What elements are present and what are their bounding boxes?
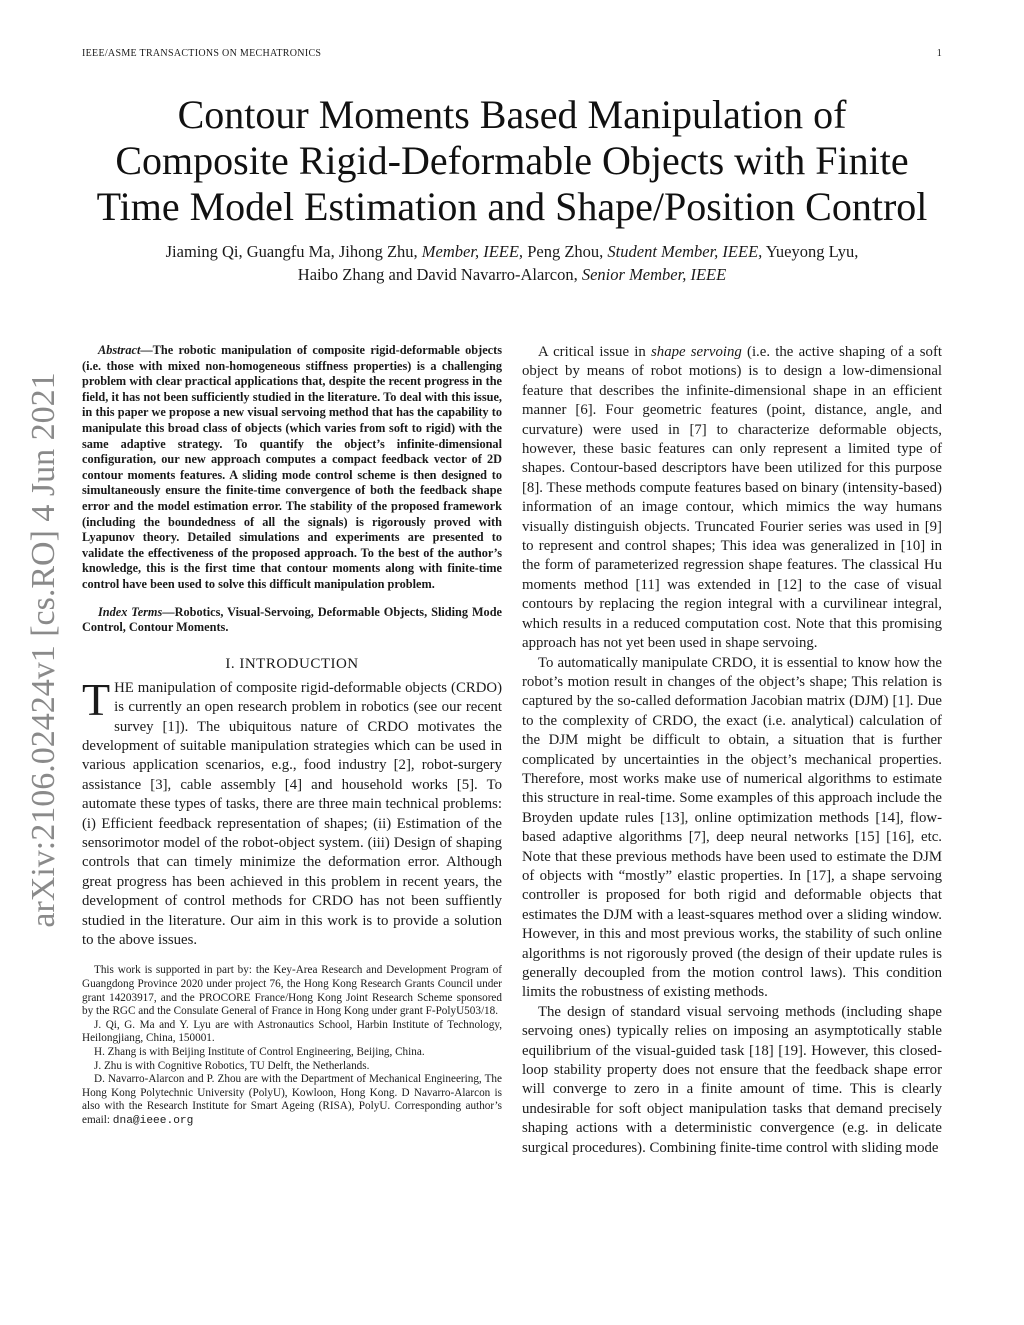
body-paragraph: The design of standard visual servoing methods (including shape servoing ones) typically relies on imposing an asymptotically stable equilibrium of the visual-guided task [18] [19]. However, this closed-loop stability property does not ensure that the feedback shape error will converge to zero in a finite amount of time. This is clearly undesirable for soft object manipulation tasks that demand precisely shaping actions with a deterministic convergence (e.g. in delicate surgical procedures). Combining finite-time control with sliding mode bbox=[522, 1003, 942, 1156]
left-column bbox=[82, 343, 502, 1129]
section-heading: I. INTRODUCTION bbox=[225, 655, 359, 672]
footnote-affiliation bbox=[82, 1073, 502, 1128]
text-span: A critical issue in bbox=[538, 344, 646, 360]
footnote-affiliation: H. Zhang is with Beijing Institute of Control Engineering, Beijing, China. bbox=[94, 1045, 425, 1058]
abstract-label: Abstract bbox=[98, 343, 141, 357]
author-role: Member, IEEE, bbox=[421, 242, 524, 261]
footnotes bbox=[82, 964, 502, 1128]
title-line: Contour Moments Based Manipulation of bbox=[177, 92, 847, 137]
footnote-affiliation: J. Zhu is with Cognitive Robotics, TU Delft, the Netherlands. bbox=[94, 1059, 370, 1072]
journal-header: IEEE/ASME TRANSACTIONS ON MECHATRONICS bbox=[82, 48, 322, 59]
footnote-funding: This work is supported in part by: the Key-Area Research and Development Program of Guangdong Province 2020 under project 76, the Hong Kong Research Grants Council under grant 14203917, and the PROCORE France/Hong Kong Joint Research Scheme sponsored by the RGC and the Consulate General of France in Hong Kong under grant F-PolyU503/18. bbox=[82, 964, 502, 1018]
text-span: (i.e. the active shaping of a soft object by means of robot motions) is to design a low-dimensional feature that describes the infinite-dimensional shape in an efficient manner [6]. Four geometric features (point, distance, angle, and curvature) were used in [7] to characterize deformable objects, however, these basic features can only represent a limited type of shapes. Contour-based descriptors have been utilized for this purpose [8]. These methods compute features based on binary (intensity-based) information of an image contour, which mimics the way humans visually distinguish objects. Truncated Fourier series was used in [9] to represent and control shapes; This idea was generalized in [10] in the form of parameterized regression shape features. The classical Hu moments method [11] was extended in [12] to the case of visual contours by replacing the region integral with a curvilinear integral, which results in a reduced computation cost. Note that this promising approach has not yet been used in shape servoing. bbox=[522, 344, 942, 652]
index-terms-text: —Robotics, Visual-Servoing, Deformable Objects, Sliding Mode Control, Contour Moments. bbox=[82, 604, 502, 635]
author-list bbox=[80, 240, 944, 286]
title-line: Composite Rigid-Deformable Objects with Finite bbox=[115, 138, 909, 183]
right-column bbox=[522, 343, 942, 1158]
body-paragraph: To automatically manipulate CRDO, it is essential to know how the robot’s motion result in changes of the object’s shape; This relation is captured by the so-called deformation Jacobian matrix (DJM) [1]. Due to the complexity of CRDO, the exact (i.e. analytical) calculation of the DJM might be difficult to obtain, a situation that is further complicated by uncertainties in the object’s mechanical properties. Therefore, most works make use of numerical algorithms to estimate this structure in real-time. Some examples of this approach include the Broyden update rules [13], online optimization methods [14], flow-based adaptive algorithms [7], deep neural networks [15] [16], etc. Note that these previous methods have been used to estimate the DJM of objects with “mostly” elastic properties. In [17], a shape servoing controller is proposed for both rigid and deformable objects that estimates the DJM with a least-squares method over a sliding window. However, in this and most previous works, the stability of such online algorithms is not rigorously proved (the design of their update rules is generally decoupled from the motion control laws). This condition limits the robustness of existing methods. bbox=[522, 654, 942, 1001]
footnote-affiliation: J. Qi, G. Ma and Y. Lyu are with Astronautics School, Harbin Institute of Technology, Heilongjiang, China, 150001. bbox=[82, 1018, 502, 1045]
abstract-text: —The robotic manipulation of composite rigid-deformable objects (i.e. those with mixed non-homogeneous stiffness properties) is a challenging problem with clear practical applications that, despite the recent progress in the field, it has not been sufficiently studied in the literature. To deal with this issue, in this paper we propose a new visual servoing method that has the capability to manipulate this broad class of objects (which varies from soft to rigid) with the same adaptive strategy. To quantify the object’s infinite-dimensional configuration, our new approach computes a compact feedback vector of 2D contour moments features. A sliding mode control scheme is then designed to simultaneously ensure the finite-time convergence of both the feedback shape error and the model estimation error. The stability of the proposed framework (including the boundedness of all the signals) is rigorously proved with Lyapunov theory. Detailed simulations and experiments are presented to validate the effectiveness of the proposed approach. To the best of the author’s knowledge, this is the first time that contour moments along with finite-time control have been used to solve this difficult manipulation problem. bbox=[82, 343, 502, 591]
body-paragraph bbox=[522, 343, 942, 654]
emphasis: shape servoing bbox=[651, 344, 742, 360]
intro-text: HE manipulation of composite rigid-deformable objects (CRDO) is currently an open research problem in robotics (see our recent survey [1]). The ubiquitous nature of CRDO motivates the development of suitable manipulation strategies which can be used in various application scenarios, e.g., food industry [2], robot-surgery assistance [3], cable assembly [4] and household works [5]. To automate these types of tasks, there are three main technical problems: (i) Efficient feedback representation of shapes; (ii) Estimation of the sensorimotor model of the robot-object system. (iii) Design of shaping controls that can timely minimize the deformation error. Although great progress has been achieved in this problem in recent years, the development of control methods for CRDO has not been suffiently studied in the literature. Our aim in this work is to provide a solution to the above issues. bbox=[82, 679, 502, 948]
paper-title bbox=[60, 92, 964, 230]
author-role: Student Member, IEEE, bbox=[607, 242, 763, 261]
arxiv-identifier: arXiv:2106.02424v1 [cs.RO] 4 Jun 2021 bbox=[25, 372, 62, 928]
page-number: 1 bbox=[936, 48, 942, 59]
footnote-text: D. Navarro-Alarcon and P. Zhou are with the Department of Mechanical Engineering, The Hong Kong Polytechnic University (PolyU), Kowloon, Hong Kong. D Navarro-Alarcon is also with the Research Institute for Smart Ageing (RISA), PolyU. Corresponding author’s email: bbox=[82, 1073, 502, 1126]
drop-cap: T bbox=[82, 673, 111, 725]
author-names: Peng Zhou, bbox=[527, 242, 604, 261]
abstract bbox=[82, 343, 502, 593]
author-names: Yueyong Lyu, bbox=[765, 242, 859, 261]
title-line: Time Model Estimation and Shape/Position Control bbox=[96, 184, 928, 229]
author-names: Jiaming Qi, Guangfu Ma, Jihong Zhu, bbox=[165, 242, 418, 261]
author-role: Senior Member, IEEE bbox=[581, 265, 727, 284]
author-email: dna@ieee.org bbox=[112, 1114, 194, 1127]
author-names: Haibo Zhang and David Navarro-Alarcon, bbox=[297, 265, 578, 284]
index-terms-label: Index Terms bbox=[98, 604, 163, 619]
index-terms bbox=[82, 605, 502, 636]
intro-paragraph bbox=[82, 673, 502, 951]
